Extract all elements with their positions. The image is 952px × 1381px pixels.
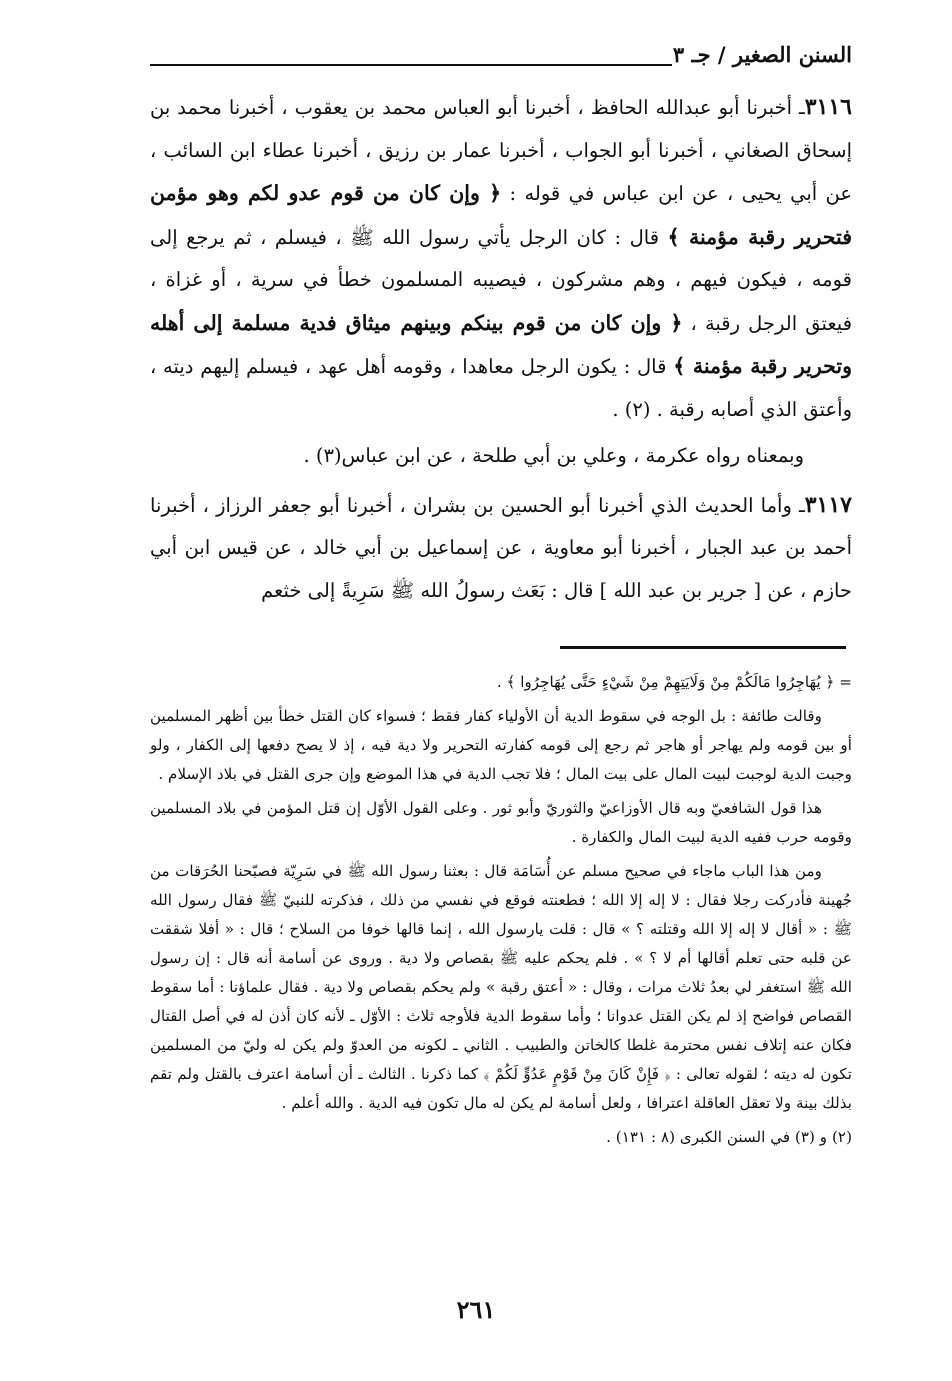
quran-verse: ﴿ وإن كان من قوم بينكم وبينهم ميثاق فدية مسلمة إلى أهله وتحرير رقبة مؤمنة ﴾ <box>150 310 852 378</box>
book-title: السنن الصغير / جـ ٣ <box>672 42 852 67</box>
hadith-text: قال : كان الرجل يأتي رسول الله ﷺ ، فيسلم ، ثم يرجع إلى قومه ، فيكون فيهم ، وهم مشركون ، فيصيبه المسلمون خطأ في سرية ، أو غزاة ، فيعتق الرجل رقبة ، <box>150 225 853 335</box>
quran-verse: ﴿ وإن كان من قوم عدو لكم وهو مؤمن فتحرير رقبة مؤمنة ﴾ <box>150 181 853 249</box>
hadith-text: قال : يكون الرجل معاهدا ، وقومه أهل عهد ، فيسلم إليهم ديته ، وأعتق الذي أصابه رقبة . (٢) . <box>150 355 852 421</box>
hadith-number: ٣١١٧ <box>804 491 852 518</box>
hadith-3116 <box>150 86 852 431</box>
header-rule <box>150 64 672 66</box>
footnote-paragraph: ومن هذا الباب ماجاء في صحيح مسلم عن أُسَامَة قال : بعثنا رسول الله ﷺ في سَرِيّة فصبّحنا الحُرَقات من جُهينة فأدركت رجلا فقال : لا إله إلا الله ؛ فطعنته فوقع في نفسي من ذلك ، فذكرته للنبيّ ﷺ فقال رسول الله ﷺ : « أقال لا إله إلا الله وقتلته ؟ » قال : قلت يارسول الله ، إنما قالها خوفا من السلاح ؛ قال : « أفلا شققت عن قلبه حتى تعلم أقالها أم لا ؟ » . فلم يحكم عليه ﷺ بقصاص ولا دية . وروى عن أسامة أنه قال : إن رسول الله ﷺ استغفر لي بعدُ ثلاث مرات ، وقال : « أعتق رقبة » ولم يحكم بقصاص ولا دية . فقال علماؤنا : أما سقوط القصاص فواضح إذ لم يكن القتل عدوانا ؛ وأما سقوط الدية فلأوجه ثلاث : الأوّل ـ لأنه كان أذن له في أصل القتال فكان عنه إتلاف نفس محترمة غلطا كالخاتن والطبيب . الثاني ـ لكونه من العدوّ ولم يكن له وليّ من المسلمين تكون له ديته ؛ لقوله تعالى : ﴿ فَإِنْ كَانَ مِنْ قَوْمٍ عَدُوٍّ لَكُمْ ﴾ كما ذكرنا . الثالث ـ أن أسامة اعترف بالقتل ولم تقم بذلك بينة ولا تعقل العاقلة اعترافا ، ولعل أسامة لم يكن له مال تكون فيه الدية . والله أعلم . <box>150 862 852 1112</box>
footnote-paragraph: هذا قول الشافعيّ وبه قال الأوزاعيّ والثوريّ وأبو ثور . وعلى القول الأوّل إن قتل المؤمن في بلاد المسلمين وقومه حرب ففيه الدية لبيت المال والكفارة . <box>150 799 852 846</box>
hadith-3117 <box>150 484 852 613</box>
narration-note: وبمعناه رواه عكرمة ، وعلي بن أبي طلحة ، عن ابن عباس(٣) . <box>303 444 804 467</box>
hadith-text: ـ أخبرنا أبو عبدالله الحافظ ، أخبرنا أبو العباس محمد بن يعقوب ، أخبرنا محمد بن إسحاق الصغاني ، أخبرنا أبو الجواب ، أخبرنا عمار بن رزيق ، أخبرنا عطاء ابن السائب ، عن أبي يحيى ، عن ابن عباس في قوله : <box>150 96 852 205</box>
footnote-continuation: = ﴿ يُهَاجِرُوا مَالَكُمْ مِنْ وَلَايَتِهِمْ مِنْ شَيْءٍ حَتَّى يُهَاجِرُوا ﴾ . <box>496 673 852 691</box>
running-header <box>150 42 852 76</box>
footnote-paragraph: وقالت طائفة : بل الوجه في سقوط الدية أن الأولياء كفار فقط ؛ فسواء كان القتل خطأ بين أظهر المسلمين أو بين قومه ولم يهاجر أو هاجر ثم رجع إلى قومه كفارته التحرير ولا دية فيه ، إذ لا يصح دفعها إلى الكفار ، ولو وجبت الدية لوجبت لبيت المال على بيت المال ؛ فلا تجب الدية في هذا الموضع وإن جرى القتل في بلاد الإسلام . <box>150 707 852 783</box>
hadith-number: ٣١١٦ <box>804 94 852 120</box>
footnote-reference: (٢) و (٣) في السنن الكبرى (٨ : ١٣١) . <box>606 1128 852 1146</box>
main-text <box>150 86 852 612</box>
hadith-text: ـ وأما الحديث الذي أخبرنا أبو الحسين بن بشران ، أخبرنا أبو جعفر الرزاز ، أخبرنا أحمد بن عبد الجبار ، أخبرنا أبو معاوية ، عن إسماعيل بن أبي خالد ، عن قيس ابن أبي حازم ، عن [ جرير بن عبد الله ] قال : بَعَث رسولُ الله ﷺ سَرِيةً إلى خثعم <box>150 493 852 602</box>
footnotes <box>150 668 852 1157</box>
footnote-separator <box>560 646 846 649</box>
page-number: ٢٦١ <box>456 1295 496 1324</box>
